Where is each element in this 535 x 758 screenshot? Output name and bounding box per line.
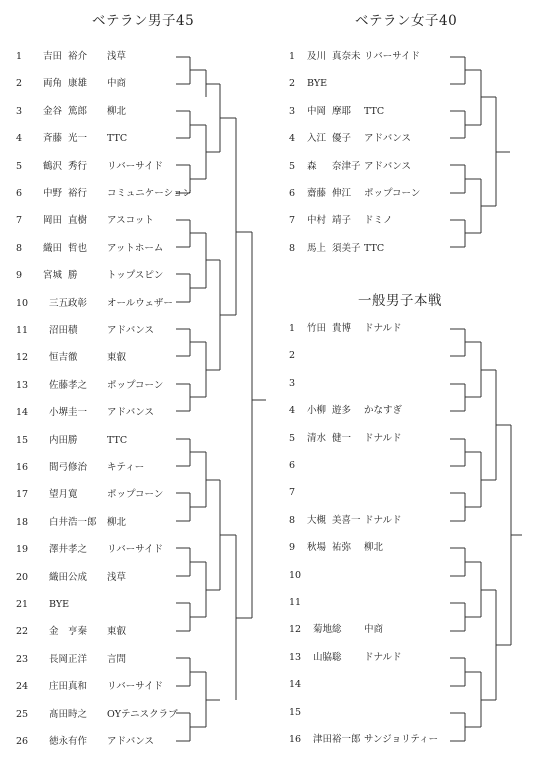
player-club: キティー [107,462,145,473]
player-surname: BYE [307,78,328,90]
entry-number: 10 [16,297,29,309]
entry-number: 7 [16,215,23,227]
player-surname: 間弓 [49,462,69,473]
player-surname: 鶴沢 [43,160,63,172]
entry-number: 20 [16,571,29,583]
player-given-name: 有作 [68,736,88,747]
player-surname: 金谷 [43,105,63,117]
player-given-name: 裕行 [68,188,88,199]
entry-number: 8 [289,242,296,254]
player-club: アドバンス [364,133,412,145]
player-club: 柳北 [107,105,127,117]
player-surname: 小柳 [307,405,327,417]
entry-number: 1 [16,51,23,62]
entry-number: 23 [16,653,29,665]
player-given-name: 徹 [68,352,78,364]
player-surname: 中村 [307,215,327,227]
player-surname: 菊地 [313,624,333,636]
player-given-name: 摩耶 [332,105,352,117]
player-surname: 宮城 [43,270,63,282]
player-club: ドナルド [364,514,402,526]
entry-number: 14 [16,407,29,419]
player-given-name: 直樹 [68,215,88,227]
player-surname: 澤井 [49,544,69,556]
player-surname: 恒吉 [49,352,69,364]
player-given-name: 聡 [332,651,342,663]
entry-number: 5 [289,160,296,172]
entry-number: 9 [16,270,23,282]
player-given-name: 真和 [68,681,88,693]
player-club: 浅草 [107,51,127,62]
player-given-name: 積 [68,325,78,336]
player-given-name: 祐弥 [332,542,352,554]
player-club: アスコット [107,215,154,227]
player-club: ドナルド [364,651,402,663]
entry-number: 21 [16,599,29,610]
player-given-name: 裕介 [68,51,88,62]
player-club: 浅草 [107,571,127,583]
entry-number: 6 [289,188,296,199]
player-given-name: 健一 [332,432,352,444]
player-surname: 齋藤 [307,188,327,199]
entry-number: 7 [289,215,296,227]
player-surname: 大槻 [307,514,327,526]
entry-number: 22 [16,626,29,638]
player-surname: 内田 [49,434,69,446]
entry-number: 24 [16,681,29,693]
player-club: OYテニスクラブ [107,708,178,720]
player-club: ポップコーン [364,188,421,199]
player-given-name: 孝之 [68,379,88,391]
entry-number: 14 [289,679,302,691]
player-surname: 白井 [49,516,69,528]
entry-number: 7 [289,487,296,499]
player-given-name: 伸江 [332,188,352,199]
player-given-name: 優子 [332,133,352,145]
player-given-name: 須美子 [332,242,361,254]
player-surname: 両角 [43,78,63,90]
player-club: かなすぎ [364,405,403,417]
entry-number: 2 [16,78,23,90]
player-given-name: 浩一郎 [68,516,97,528]
player-surname: 山脇 [313,651,333,663]
player-club: サンジョリティー [364,734,439,745]
player-given-name: 真奈未 [332,51,361,62]
player-surname: 岡田 [43,215,63,227]
player-club: 東叡 [107,626,127,638]
player-surname: 小堺 [49,407,69,419]
player-club: ドナルド [364,432,402,444]
player-club: 東叡 [107,352,127,364]
entry-number: 6 [289,460,296,471]
entry-number: 4 [289,133,296,145]
entry-number: 5 [16,160,23,172]
player-surname: 長岡 [49,653,69,665]
player-club: ポップコーン [107,379,164,391]
player-club: 中商 [364,624,384,636]
section-title-veteran-women-40: ベテラン女子40 [355,13,458,29]
entry-number: 1 [289,51,296,62]
entry-number: 8 [289,514,296,526]
player-given-name: 修治 [68,462,88,473]
player-club: トップスピン [107,270,164,282]
player-club: 柳北 [107,516,127,528]
entry-number: 17 [16,489,29,501]
player-surname: 中岡 [307,105,327,117]
player-club: 中商 [107,78,127,90]
entry-number: 13 [289,651,302,663]
player-club: コミュニケーション [107,188,192,199]
entry-number: 25 [16,708,29,720]
player-surname: 金 [49,626,59,638]
player-surname: 清水 [307,432,327,444]
player-given-name: 勝 [68,434,78,446]
entry-number: 15 [289,706,302,718]
player-surname: 津田 [313,734,333,745]
entry-number: 10 [289,569,302,581]
player-given-name: 圭一 [68,407,88,419]
entry-number: 2 [289,78,296,90]
player-club: TTC [364,242,385,254]
player-surname: 入江 [307,133,327,145]
player-surname: 沼田 [49,325,69,336]
player-club: ポップコーン [107,489,164,501]
player-club: アドバンス [364,160,412,172]
player-surname: 徳永 [49,736,69,747]
player-club: アドバンス [107,407,155,419]
player-given-name: 公成 [68,571,88,583]
player-club: TTC [107,434,128,446]
entry-number: 3 [16,105,23,117]
player-given-name: 政彰 [68,297,88,309]
player-club: リバーサイド [364,51,421,62]
entry-number: 6 [16,188,23,199]
player-given-name: 亨秦 [68,626,88,638]
player-given-name: 孝之 [68,544,88,556]
player-surname: 佐藤 [49,379,69,391]
player-given-name: 寛 [68,489,78,501]
player-given-name: 遊多 [332,405,352,417]
player-given-name: 哲也 [68,242,88,254]
player-surname: 森 [307,160,317,172]
player-given-name: 美喜一 [332,514,361,526]
player-given-name: 正洋 [68,653,88,665]
player-club: リバーサイド [107,544,164,556]
entry-number: 11 [16,325,29,336]
entry-number: 2 [289,350,296,362]
section-title-veteran-men-45: ベテラン男子45 [92,13,195,29]
player-surname: 中野 [43,188,63,199]
player-surname: 斉藤 [43,133,63,145]
entry-number: 12 [16,352,29,364]
player-given-name: 篤郎 [68,105,88,117]
entry-number: 3 [289,105,296,117]
entry-number: 16 [289,734,302,745]
entry-number: 13 [16,379,29,391]
player-surname: BYE [49,599,70,610]
player-club: オールウェザー [107,297,173,309]
entry-number: 11 [289,597,302,608]
player-surname: 織田 [43,242,63,254]
player-surname: 望月 [49,489,69,501]
entry-number: 16 [16,462,29,473]
player-given-name: 勝 [68,270,78,282]
player-surname: 織田 [49,571,69,583]
player-surname: 竹田 [307,323,327,334]
player-club: アットホーム [107,242,164,254]
entry-number: 8 [16,242,23,254]
player-club: ドミノ [364,215,393,227]
player-surname: 馬上 [307,242,327,254]
player-surname: 及川 [307,51,327,62]
player-club: リバーサイド [107,160,164,172]
player-club: アドバンス [107,325,155,336]
entry-number: 4 [289,405,296,417]
player-club: 言問 [107,653,127,665]
player-given-name: 総 [332,624,342,636]
player-surname: 吉田 [43,51,63,62]
player-surname: 髙田 [49,708,69,720]
entry-number: 19 [16,544,29,556]
player-given-name: 裕一郎 [332,734,361,745]
player-given-name: 貴博 [332,323,352,334]
player-given-name: 康雄 [68,78,88,90]
entry-number: 12 [289,624,302,636]
player-club: リバーサイド [107,681,164,693]
player-given-name: 光一 [68,133,88,145]
entry-number: 5 [289,432,296,444]
player-club: ドナルド [364,323,402,334]
player-given-name: 秀行 [68,160,88,172]
player-club: TTC [107,133,128,145]
player-surname: 庄田 [49,681,69,693]
entry-number: 18 [16,516,29,528]
entry-number: 26 [16,736,29,747]
player-club: アドバンス [107,736,155,747]
entry-number: 1 [289,323,296,334]
player-given-name: 奈津子 [332,160,361,172]
section-title-general-men-main: 一般男子本戦 [358,293,442,309]
player-given-name: 靖子 [332,215,352,227]
entry-number: 9 [289,542,296,554]
entry-number: 3 [289,377,296,389]
player-club: 柳北 [364,542,384,554]
player-surname: 秋場 [307,542,327,554]
entry-number: 15 [16,434,29,446]
player-surname: 三五 [49,297,69,309]
entry-number: 4 [16,133,23,145]
player-given-name: 時之 [68,708,88,720]
player-club: TTC [364,105,385,117]
